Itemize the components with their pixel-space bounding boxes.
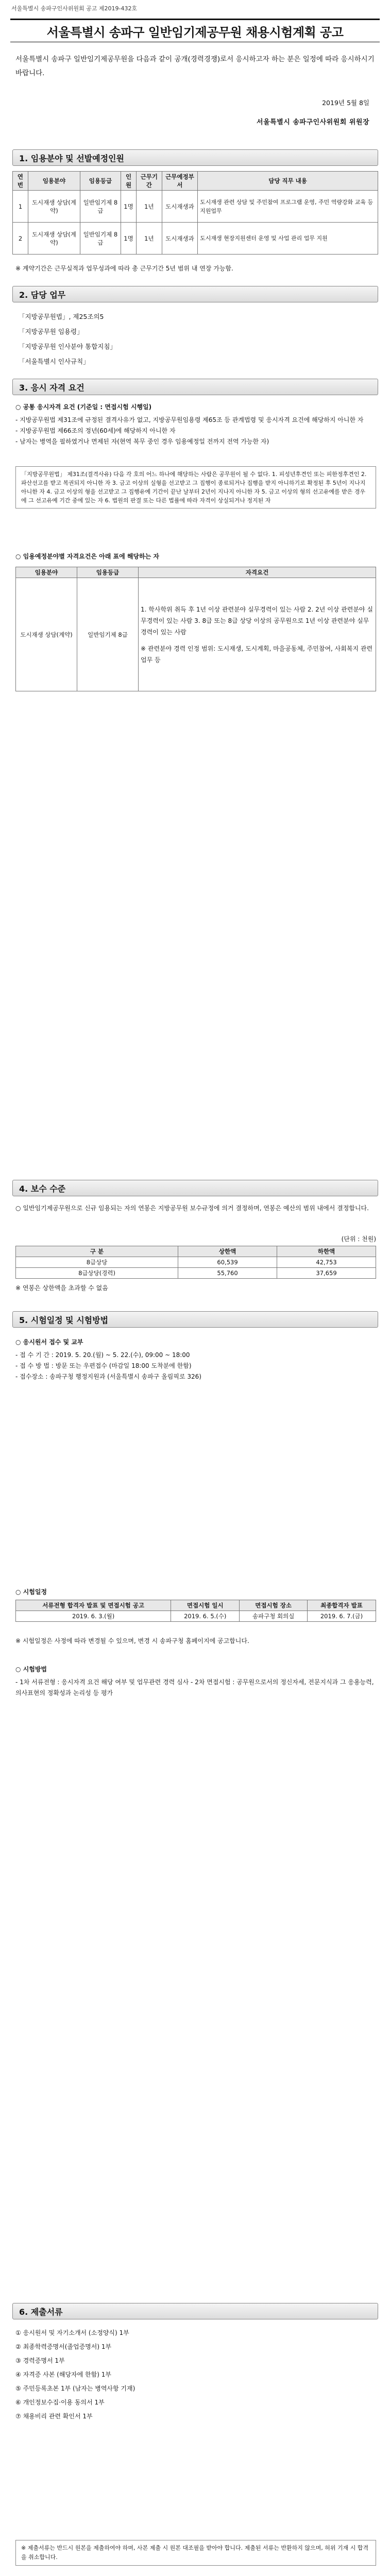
cell: 8급상당(경력): [16, 1268, 178, 1279]
list-item: 「지방공무원 인사분야 통합지침」: [19, 343, 116, 350]
col-grade: 임용등급: [77, 567, 139, 578]
cell: 일반임기제 8급: [77, 578, 139, 691]
table-row: [16, 1268, 376, 1279]
table-header-row: [13, 172, 378, 191]
eligibility-bonus: ○ 임용예정분야별 자격요건은 아래 표에 해당하는 자: [15, 553, 159, 560]
disqualification-box: 「지방공무원법」 제31조(결격사유) 다음 각 호의 어느 하나에 해당하는 사람은 공무원이 될 수 없다. 1. 피성년후견인 또는 피한정후견인 2. 파산선고를 받고 복권되지 아니한 자 3. 금고 이상의 실형을 선고받고 그 집행이 종료되거나 집행을 받지 아니하기로 확정된 후 5년이 지나지 아니한 자 4. 금고 이상의 형을 선고받고 그 집행유예 기간이 끝난 날부터 2년이 지나지 아니한 자 5. 금고 이상의 형의 선고유예를 받은 경우에 그 선고유예 기간 중에 있는 자 6. 법원의 판결 또는 다른 법률에 따라 자격이 상실되거나 정지된 자: [15, 466, 376, 509]
document-box: ※ 제출서류는 반드시 원본을 제출하여야 하며, 사본 제출 시 원본 대조필을 받아야 합니다. 제출된 서류는 반환하지 않으며, 허위 기재 시 합격을 취소합니다.: [15, 2540, 376, 2566]
table-row: [13, 191, 378, 223]
cell: 55,760: [178, 1268, 277, 1279]
cell: 1명: [121, 191, 137, 223]
cell: 도시재생과: [162, 191, 197, 223]
section-3-heading: 3. 응시 자격 요건: [12, 379, 378, 395]
col-s4: 최종합격자 발표: [307, 1600, 376, 1611]
section-4-heading: 4. 보수 수준: [12, 1180, 378, 1196]
table-row: [16, 578, 376, 691]
section-6-heading: 6. 제출서류: [12, 2303, 378, 2319]
col-s3: 면접시험 장소: [240, 1600, 308, 1611]
section-2-heading: 2. 담당 업무: [12, 286, 378, 302]
requirements-table: [15, 567, 376, 691]
col-duty: 담당 직무 내용: [198, 172, 378, 191]
col-kind: 구 분: [16, 1246, 178, 1257]
list-item: - 접수장소 : 송파구청 행정지원과 (서울특별시 송파구 올림픽로 326): [15, 1373, 201, 1380]
cell: 2: [13, 223, 28, 255]
list-item: ④ 자격증 사본 (해당자에 한함) 1부: [15, 2371, 111, 2378]
col-lower: 하한액: [277, 1246, 376, 1257]
req-text: 1. 학사학위 취득 후 1년 이상 관련분야 실무경력이 있는 사람 2. 2년 이상 관련분야 실무경력이 있는 사람 3. 8급 또는 8급 상당 이상의 공무원으로 1년 이상 관련분야 실무경력이 있는 사람: [141, 605, 373, 636]
cell: 일반임기제 8급: [80, 191, 121, 223]
list-item: 「지방공무원 임용령」: [19, 328, 83, 335]
cell: 60,539: [178, 1257, 277, 1268]
cell: 도시재생 상담(계약): [16, 578, 77, 691]
cell: 2019. 6. 5.(수): [171, 1611, 240, 1622]
col-upper: 상한액: [178, 1246, 277, 1257]
eligibility-head: ○ 공통 응시자격 요건 (기준일 : 면접시험 시행일): [15, 403, 152, 411]
cell: 도시재생 현장지원센터 운영 및 사업 관리 업무 지원: [198, 223, 378, 255]
schedule-method: - 1차 서류전형 : 응시자격 요건 해당 여부 및 업무관련 경력 심사 - 2차 면접시험 : 공무원으로서의 정신자세, 전문지식과 그 응용능력, 의사표현의 정확성과 논리성 등 평가: [15, 1679, 374, 1697]
req-text-2: ※ 관련분야 경력 인정 범위: 도시재생, 도시계획, 마을공동체, 주민참여, 사회복지 관련 업무 등: [141, 645, 373, 664]
intro-text: 서울특별시 송파구 일반임기제공무원을 다음과 같이 공개(경력경쟁)로서 응시하고자 하는 분은 일정에 따라 응시하시기 바랍니다.: [15, 55, 375, 77]
pay-note: ※ 연봉은 상한액을 초과할 수 없음: [15, 1284, 108, 1292]
schedule-lines: [15, 1350, 376, 1382]
table-row: [13, 223, 378, 255]
list-item: - 지방공무원법 제31조에 규정된 결격사유가 없고, 지방공무원임용령 제65조 등 관계법령 및 응시자격 요건에 해당하지 아니한 자: [15, 416, 364, 423]
schedule-head2: ○ 시험일정: [15, 1588, 47, 1596]
table-header-row: [16, 1600, 376, 1611]
duty-list: [19, 309, 374, 369]
col-grade: 임용등급: [80, 172, 121, 191]
schedule-table: [15, 1600, 376, 1622]
cell: [139, 578, 376, 691]
cell: 42,753: [277, 1257, 376, 1268]
section-5-heading: 5. 시험일정 및 시험방법: [12, 1311, 378, 1328]
col-req: 자격요건: [139, 567, 376, 578]
list-item: 「서울특별시 인사규칙」: [19, 358, 90, 365]
schedule-head3: ○ 시험방법: [15, 1666, 47, 1673]
cell: 1: [13, 191, 28, 223]
col-s2: 면접시험 일시: [171, 1600, 240, 1611]
cell: 1명: [121, 223, 137, 255]
list-item: ② 최종학력증명서(졸업증명서) 1부: [15, 2343, 112, 2350]
table-header-row: [16, 1246, 376, 1257]
cell: 도시재생 상담(계약): [28, 223, 80, 255]
list-item: ⑦ 채용비리 관련 확인서 1부: [15, 2413, 93, 2420]
list-item: - 지방공무원법 제66조의 정년(60세)에 해당하지 아니한 자: [15, 427, 176, 434]
list-item: ③ 경력증명서 1부: [15, 2357, 65, 2364]
announce-date: 2019년 5월 8일: [322, 99, 369, 107]
cell: 도시재생 관련 상담 및 주민참여 프로그램 운영, 주민 역량강화 교육 등 지원업무: [198, 191, 378, 223]
list-item: - 접 수 기 간 : 2019. 5. 20.(월) ~ 5. 22.(수), 09:00 ~ 18:00: [15, 1351, 190, 1359]
col-field: 임용분야: [16, 567, 77, 578]
col-no: 연번: [13, 172, 28, 191]
cell: 송파구청 회의실: [240, 1611, 308, 1622]
schedule-note: ※ 시험일정은 사정에 따라 변경될 수 있으며, 변경 시 송파구청 홈페이지에 공고합니다.: [15, 1637, 249, 1645]
col-period: 근무기간: [137, 172, 162, 191]
schedule-head: ○ 응시원서 접수 및 교부: [15, 1338, 83, 1346]
cell: 2019. 6. 3.(월): [16, 1611, 171, 1622]
section-1-heading: 1. 임용분야 및 선발예정인원: [12, 149, 378, 166]
pay-intro: ○ 일반임기제공무원으로 신규 임용되는 자의 연봉은 지방공무원 보수규정에 의거 결정하며, 연봉은 예산의 범위 내에서 결정합니다.: [15, 1205, 369, 1212]
pay-unit: (단위 : 천원): [341, 1235, 376, 1243]
cell: 1년: [137, 223, 162, 255]
cell: 37,659: [277, 1268, 376, 1279]
cell: 일반임기제 8급: [80, 223, 121, 255]
cell: 2019. 6. 7.(금): [307, 1611, 376, 1622]
col-dept: 근무예정부서: [162, 172, 197, 191]
table-row: [16, 1611, 376, 1622]
col-count: 인원: [121, 172, 137, 191]
table-row: [16, 1257, 376, 1268]
list-item: ⑥ 개인정보수집·이용 동의서 1부: [15, 2399, 105, 2406]
recruitment-table: [12, 171, 378, 255]
document-list: [15, 2326, 376, 2424]
col-field: 임용분야: [28, 172, 80, 191]
cell: 도시재생과: [162, 223, 197, 255]
cell: 1년: [137, 191, 162, 223]
list-item: 「지방공무원법」, 제25조의5: [19, 313, 104, 320]
eligibility-lines: [15, 415, 376, 447]
list-item: ① 응시원서 및 자기소개서 (소정양식) 1부: [15, 2329, 129, 2336]
page-title: 서울특별시 송파구 일반임기제공무원 채용시험계획 공고: [10, 19, 380, 42]
col-s1: 서류전형 합격자 발표 및 면접시험 공고: [16, 1600, 171, 1611]
issuer: 서울특별시 송파구인사위원회 위원장: [257, 118, 369, 126]
cell: 도시재생 상담(계약): [28, 191, 80, 223]
table-header-row: [16, 567, 376, 578]
table-note: ※ 계약기간은 근무실적과 업무성과에 따라 총 근무기간 5년 범위 내 연장 가능함.: [15, 265, 233, 272]
list-item: - 남자는 병역을 필하였거나 면제된 자(현역 복무 중인 경우 임용예정일 전까지 전역 가능한 자): [15, 438, 269, 445]
list-item: ⑤ 주민등록초본 1부 (남자는 병역사항 기재): [15, 2385, 135, 2392]
list-item: - 접 수 방 법 : 방문 또는 우편접수 (마감일 18:00 도착분에 한함): [15, 1362, 192, 1369]
cell: 8급상당: [16, 1257, 178, 1268]
publication-number: 서울특별시 송파구인사위원회 공고 제2019-432호: [11, 5, 138, 12]
pay-table: [15, 1246, 376, 1279]
